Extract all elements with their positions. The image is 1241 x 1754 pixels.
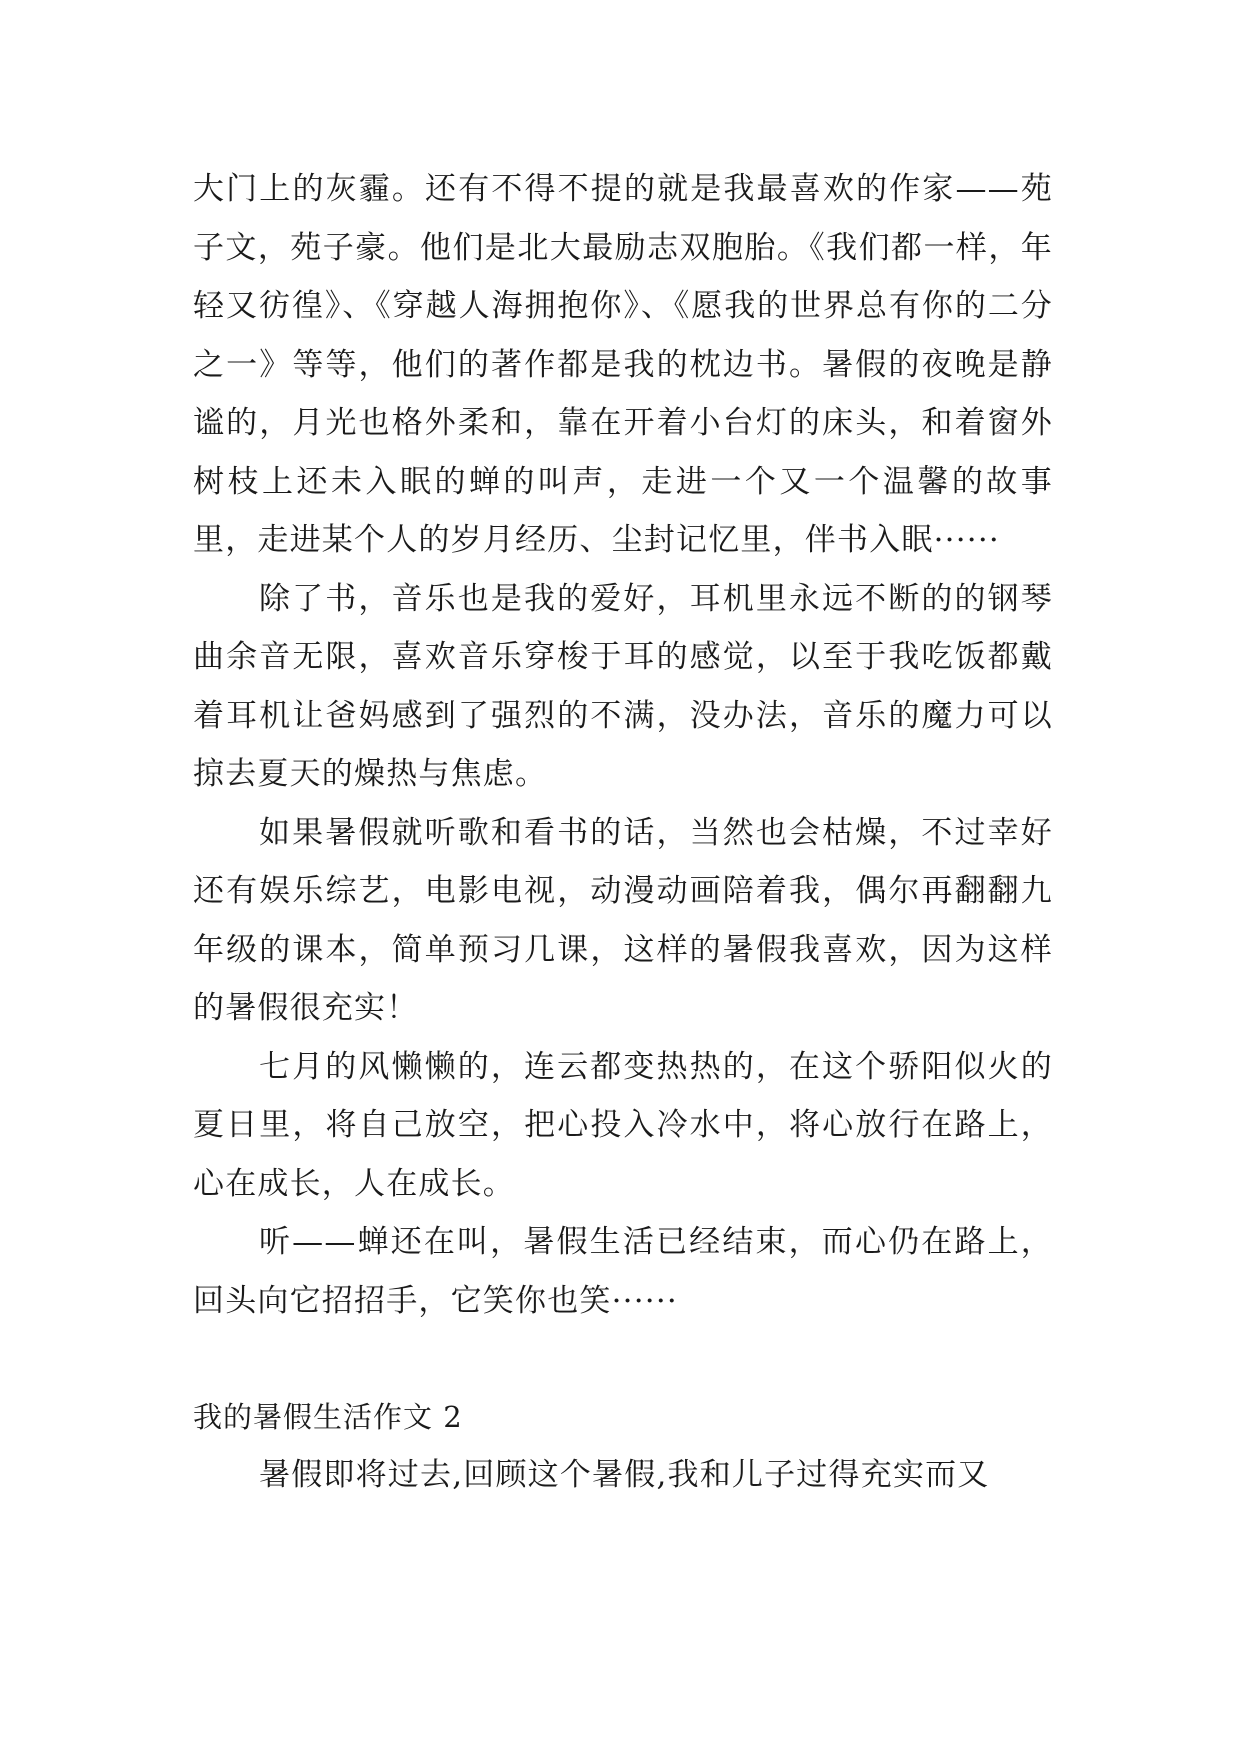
document-body bbox=[193, 160, 1053, 1505]
section-spacer bbox=[193, 1330, 1053, 1388]
paragraph-5: 听——蝉还在叫，暑假生活已经结束，而心仍在路上，回头向它招招手，它笑你也笑······ bbox=[193, 1224, 1053, 1319]
paragraph-3: 如果暑假就听歌和看书的话，当然也会枯燥，不过幸好还有娱乐综艺，电影电视，动漫动画陪着我，偶尔再翻翻九年级的课本，简单预习几课，这样的暑假我喜欢，因为这样的暑假很充实！ bbox=[193, 814, 1053, 1026]
section-title: 我的暑假生活作文 2 bbox=[193, 1400, 463, 1434]
paragraph-4: 七月的风懒懒的，连云都变热热的，在这个骄阳似火的夏日里，将自己放空，把心投入冷水中，将心放行在路上，心在成长，人在成长。 bbox=[193, 1048, 1053, 1202]
paragraph-1: 大门上的灰霾。还有不得不提的就是我最喜欢的作家——苑子文，苑子豪。他们是北大最励志双胞胎。《我们都一样，年轻又彷徨》、《穿越人海拥抱你》、《愿我的世界总有你的二分之一》等等，他们的著作都是我的枕边书。暑假的夜晚是静谧的，月光也格外柔和，靠在开着小台灯的床头，和着窗外树枝上还未入眠的蝉的叫声，走进一个又一个温馨的故事里，走进某个人的岁月经历、尘封记忆里，伴书入眠······ bbox=[193, 171, 1053, 558]
paragraph-2: 除了书，音乐也是我的爱好，耳机里永远不断的的钢琴曲余音无限，喜欢音乐穿梭于耳的感觉，以至于我吃饭都戴着耳机让爸妈感到了强烈的不满，没办法，音乐的魔力可以掠去夏天的燥热与焦虑。 bbox=[193, 580, 1053, 792]
paragraph-6: 暑假即将过去,回顾这个暑假,我和儿子过得充实而又 bbox=[259, 1457, 990, 1493]
